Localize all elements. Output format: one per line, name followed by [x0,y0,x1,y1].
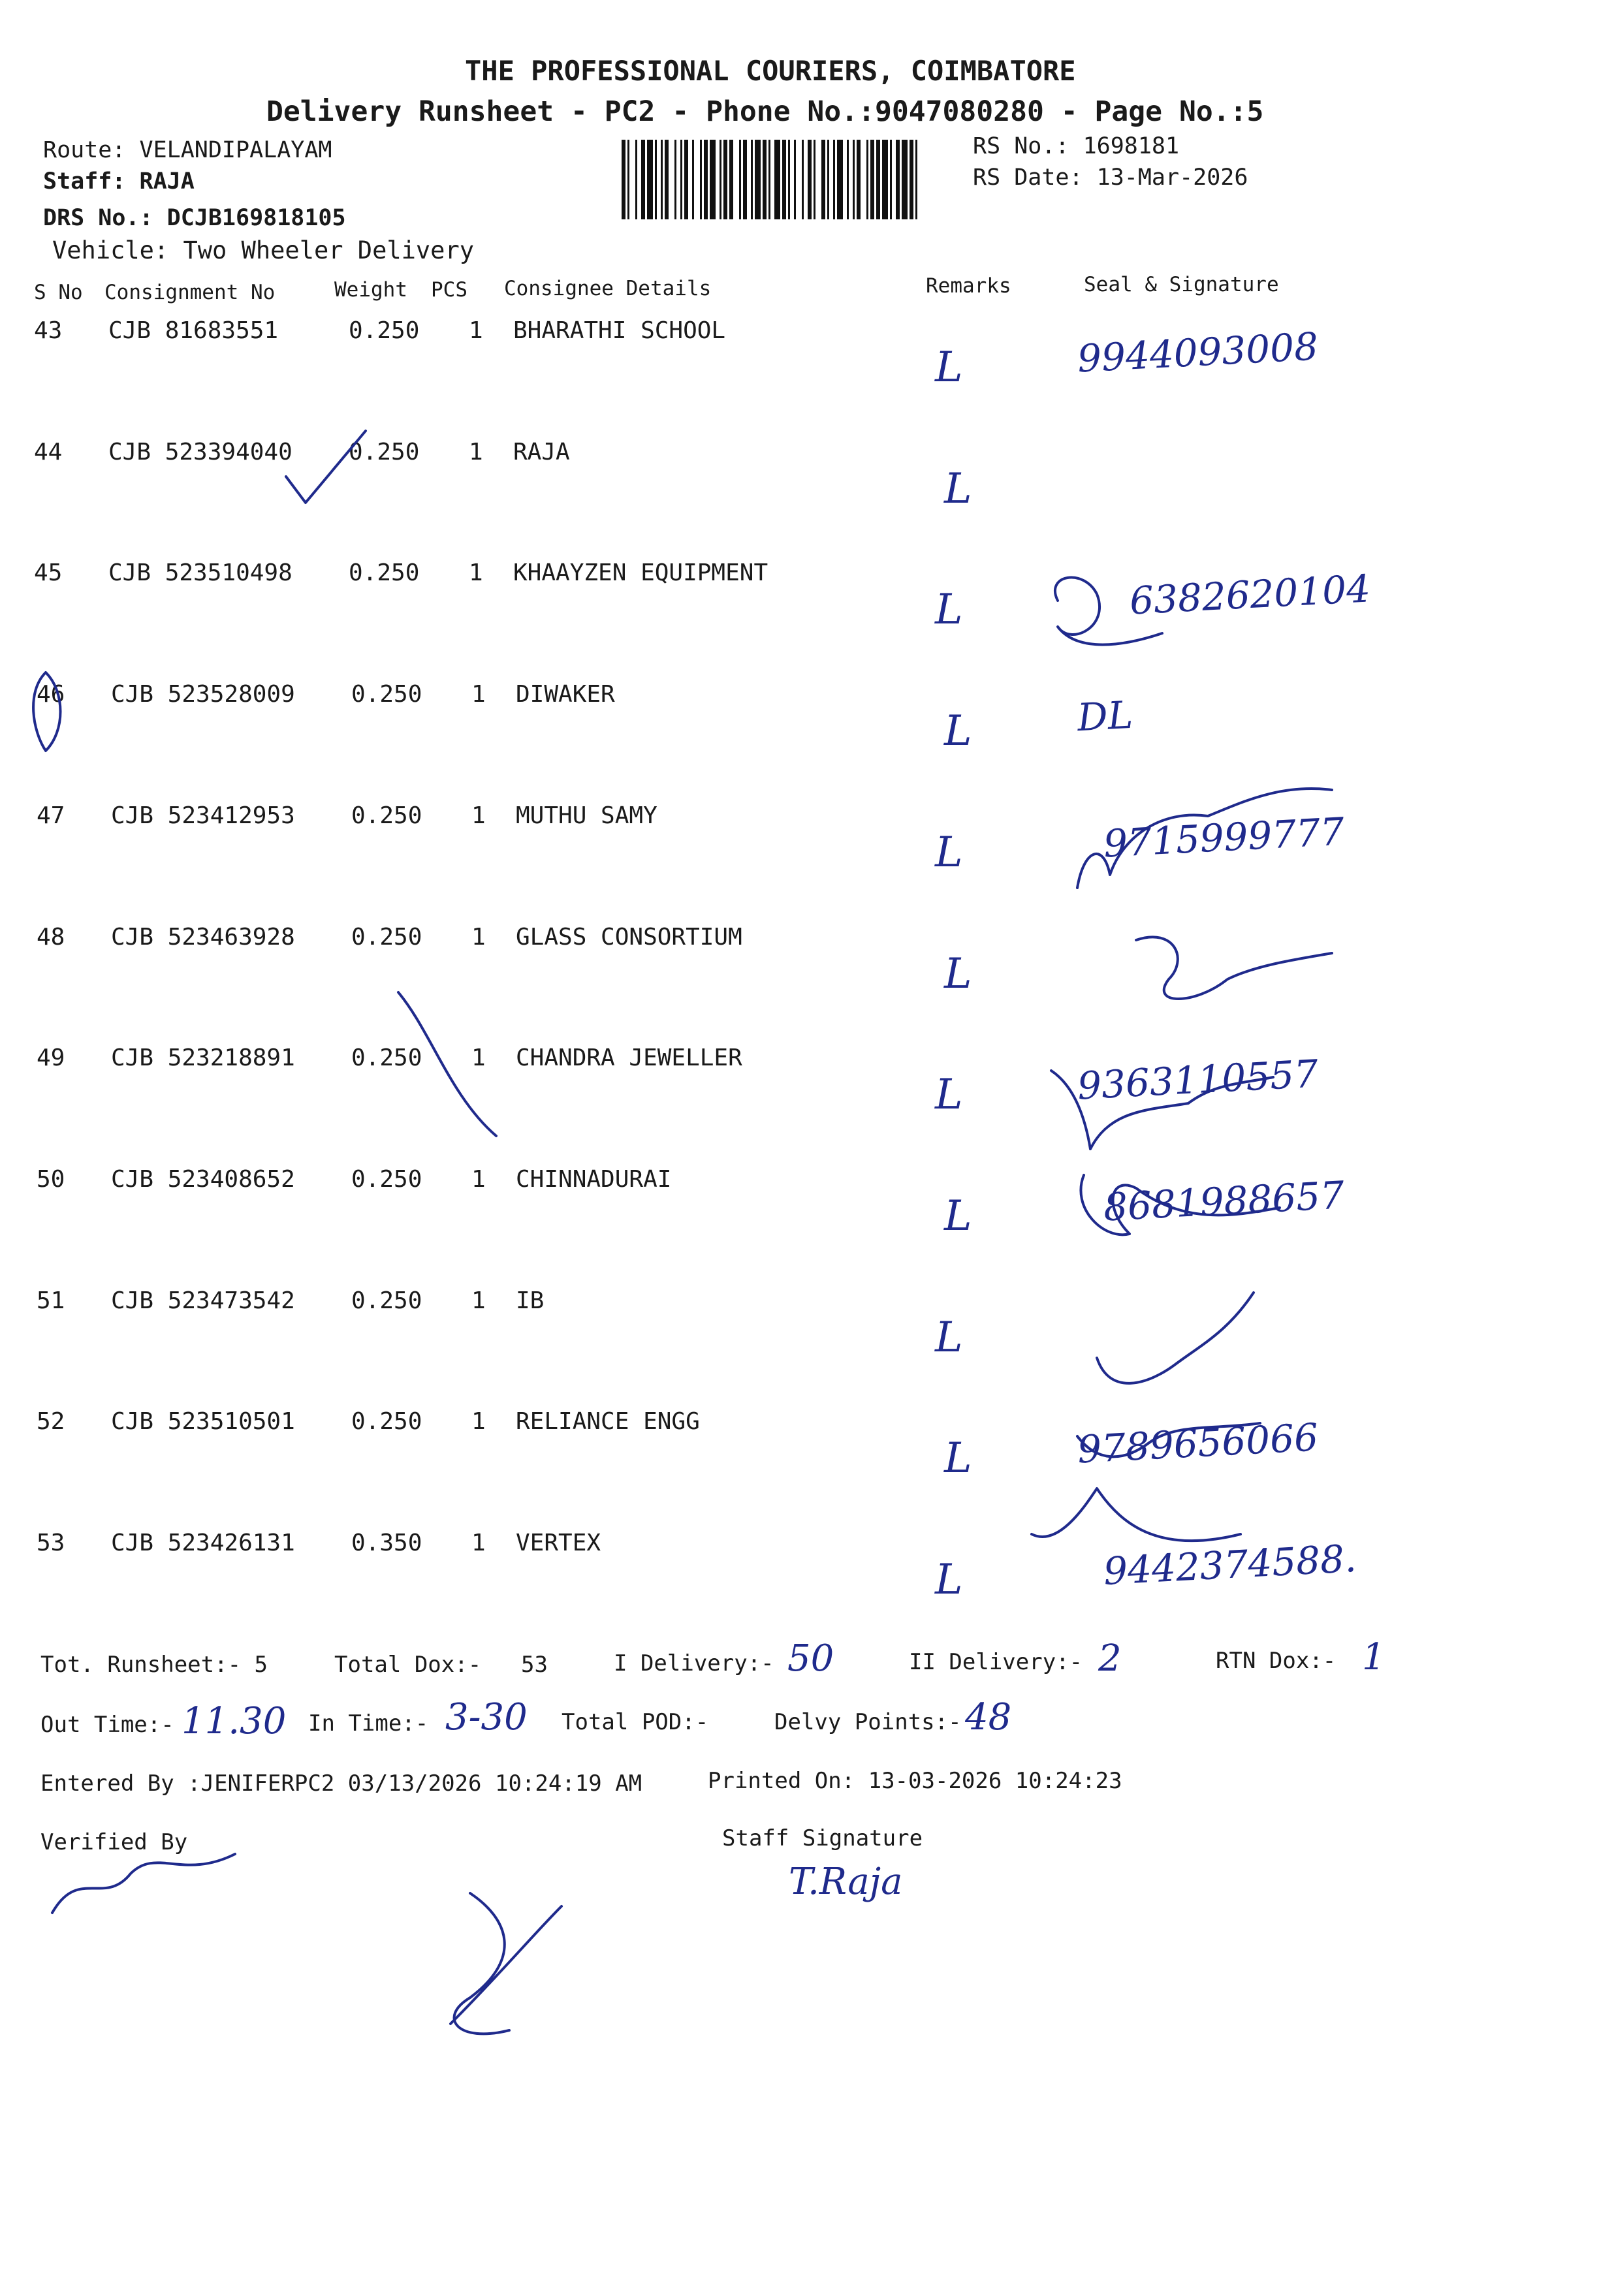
row-consignee: BHARATHI SCHOOL [513,317,726,344]
row-consignment-no: CJB 523528009 [111,681,295,708]
circle-row-46 [33,672,60,751]
row-consignee: CHINNADURAI [516,1166,672,1193]
row-remark: L [935,343,963,392]
row-pcs: 1 [469,439,483,465]
row-weight: 0.250 [351,681,422,708]
rs-number: RS No.: 1698181 [973,133,1180,159]
row-sno: 45 [34,559,63,586]
rtn-dox-label: RTN Dox:- [1216,1648,1337,1674]
row-remark: L [935,1071,963,1119]
tot-runsheet: Tot. Runsheet:- 5 [40,1652,268,1678]
i-delivery-value: 50 [787,1637,834,1680]
verified-by-label: Verified By [40,1829,188,1855]
runsheet-subtitle: Delivery Runsheet - PC2 - Phone No.:9047080280 - Page No.:5 [266,95,1264,128]
signature-scribble-53 [1032,1488,1241,1541]
rtn-dox-value: 1 [1362,1636,1385,1678]
row-consignment-no: CJB 523463928 [111,924,295,951]
row-pcs: 1 [471,1166,486,1193]
staff-signature-value: T.Raja [789,1861,903,1903]
row-sno: 50 [37,1166,65,1193]
row-consignee: DIWAKER [516,681,615,708]
row-pcs: 1 [471,924,486,951]
row-consignee: KHAAYZEN EQUIPMENT [513,559,768,586]
row-remark: L [944,707,972,755]
row-pcs: 1 [471,1530,486,1556]
stroke-row-49 [398,992,496,1136]
row-weight: 0.350 [351,1530,422,1556]
row-consignment-no: CJB 523408652 [111,1166,295,1193]
row-remark: L [935,1556,963,1604]
out-time-value: 11.30 [182,1700,287,1742]
row-signature: 9363110557 [1076,1051,1320,1109]
row-remark: L [944,1434,972,1483]
verified-signature-1 [52,1854,235,1913]
row-signature: 9715999777 [1102,809,1346,866]
signature-scribble-48 [1136,937,1332,999]
row-sno: 52 [37,1408,65,1435]
row-sno: 44 [34,439,63,465]
col-sno: S No [34,281,83,304]
row-weight: 0.250 [351,1166,422,1193]
row-weight: 0.250 [351,802,422,829]
total-dox-value: 53 [521,1652,548,1678]
in-time-label: In Time:- [308,1710,429,1737]
i-delivery-label: I Delivery:- [614,1650,774,1676]
row-signature: DL [1076,692,1134,740]
row-signature: 8681988657 [1102,1172,1346,1230]
entered-by: Entered By :JENIFERPC2 03/13/2026 10:24:19 AM [40,1770,642,1797]
col-consignment: Consignment No [104,281,276,304]
row-remark: L [944,465,972,513]
row-weight: 0.250 [351,924,422,951]
signature-scribble-50 [1081,1175,1280,1234]
row-sno: 48 [37,924,65,951]
col-weight: Weight [334,278,407,302]
row-sno: 46 [37,681,65,708]
row-consignment-no: CJB 523218891 [111,1045,295,1071]
row-remark: L [935,586,963,634]
company-title: THE PROFESSIONAL COURIERS, COIMBATORE [465,55,1076,87]
row-consignee: MUTHU SAMY [516,802,657,829]
drs-number: DRS No.: DCJB169818105 [43,205,346,231]
row-signature: 9944093008 [1076,324,1320,381]
vehicle-label: Vehicle: Two Wheeler Delivery [52,236,475,264]
row-remark: L [944,1192,972,1240]
row-consignee: VERTEX [516,1530,601,1556]
row-remark: L [935,828,963,877]
out-time-label: Out Time:- [40,1712,174,1738]
checkmark-row-44 [286,431,366,503]
row-consignment-no: CJB 523473542 [111,1287,295,1314]
row-consignee: RAJA [513,439,570,465]
row-weight: 0.250 [349,559,420,586]
row-consignment-no: CJB 523510498 [108,559,293,586]
row-pcs: 1 [469,317,483,344]
verified-signature-2 [451,1893,562,2034]
signature-scribble-45 [1055,578,1162,645]
signature-scribble-47 [1077,789,1332,888]
row-weight: 0.250 [351,1045,422,1071]
row-pcs: 1 [471,1045,486,1071]
in-time-value: 3-30 [445,1696,528,1738]
row-pcs: 1 [471,802,486,829]
row-weight: 0.250 [351,1408,422,1435]
row-consignment-no: CJB 81683551 [108,317,279,344]
row-weight: 0.250 [349,439,420,465]
row-remark: L [935,1313,963,1362]
row-pcs: 1 [471,1287,486,1314]
row-weight: 0.250 [349,317,420,344]
row-pcs: 1 [471,681,486,708]
col-remarks: Remarks [926,274,1011,298]
col-consignee: Consignee Details [504,277,712,300]
row-signature: 9442374588. [1102,1535,1357,1594]
row-sno: 51 [37,1287,65,1314]
total-dox-label: Total Dox:- [334,1652,482,1678]
total-pod-label: Total POD:- [562,1709,709,1735]
row-weight: 0.250 [351,1287,422,1314]
col-pcs: PCS [431,278,467,302]
ii-delivery-label: II Delivery:- [909,1649,1083,1675]
row-consignment-no: CJB 523510501 [111,1408,295,1435]
row-consignment-no: CJB 523412953 [111,802,295,829]
row-sno: 43 [34,317,63,344]
row-signature: 6382620104 [1128,566,1372,623]
delvy-points-label: Delvy Points:- [774,1709,962,1735]
row-consignment-no: CJB 523426131 [111,1530,295,1556]
rs-date: RS Date: 13-Mar-2026 [973,165,1248,191]
row-consignee: GLASS CONSORTIUM [516,924,742,951]
signature-scribble-51 [1097,1293,1254,1383]
row-sno: 49 [37,1045,65,1071]
row-sno: 47 [37,802,65,829]
row-signature: 9789656066 [1076,1415,1320,1472]
route-label: Route: VELANDIPALAYAM [43,137,332,163]
signature-scribble-52 [1077,1423,1260,1456]
row-sno: 53 [37,1530,65,1556]
row-consignee: RELIANCE ENGG [516,1408,700,1435]
printed-on: Printed On: 13-03-2026 10:24:23 [708,1768,1122,1794]
signature-scribble-49 [1051,1071,1273,1149]
row-remark: L [944,950,972,998]
staff-signature-label: Staff Signature [722,1825,923,1851]
ii-delivery-value: 2 [1098,1637,1122,1680]
col-seal-signature: Seal & Signature [1084,273,1279,296]
row-consignee: IB [516,1287,545,1314]
staff-label: Staff: RAJA [43,168,195,195]
row-consignee: CHANDRA JEWELLER [516,1045,742,1071]
delvy-points-value: 48 [965,1696,1012,1738]
row-pcs: 1 [469,559,483,586]
row-consignment-no: CJB 523394040 [108,439,293,465]
row-pcs: 1 [471,1408,486,1435]
